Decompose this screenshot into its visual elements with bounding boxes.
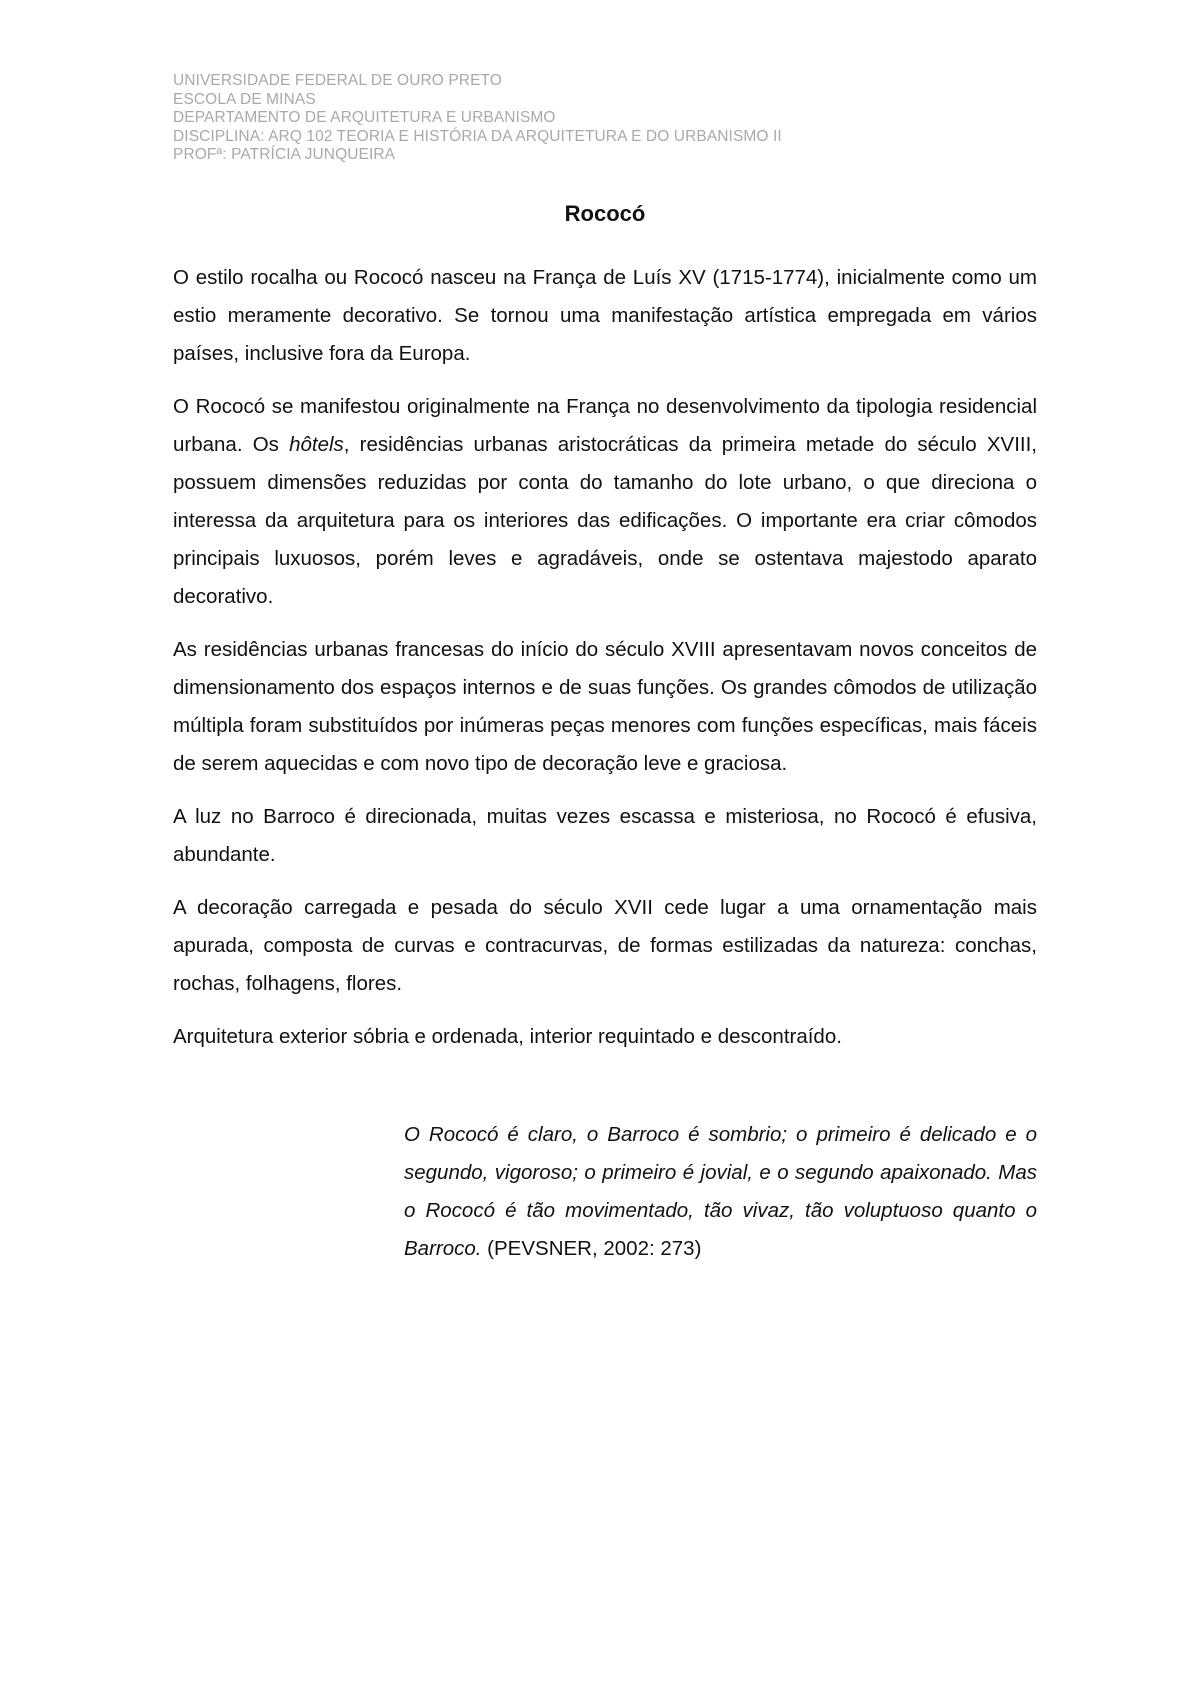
header-professor: PROFª: PATRÍCIA JUNQUEIRA bbox=[173, 146, 396, 164]
paragraph-light: A luz no Barroco é direcionada, muitas vezes escassa e misteriosa, no Rococó é efusiva, abundante. bbox=[173, 804, 1037, 866]
quote-text: O Rococó é claro, o Barroco é sombrio; o primeiro é delicado e o segundo, vigoroso; o primeiro é jovial, e o segundo apaixonado. Mas o Rococó é tão movimentado, tão vivaz, tão voluptuoso quanto o Barroco. bbox=[404, 1122, 1037, 1260]
paragraph-residences: As residências urbanas francesas do início do século XVIII apresentavam novos conceitos de dimensionamento dos espaços internos e de suas funções. Os grandes cômodos de utilização múltipla foram substituídos por inúmeras peças menores com funções específicas, mais fáceis de serem aquecidas e com novo tipo de decoração leve e graciosa. bbox=[173, 637, 1037, 775]
body-text bbox=[173, 259, 1037, 1056]
paragraph-architecture: Arquitetura exterior sóbria e ordenada, interior requintado e descontraído. bbox=[173, 1024, 842, 1048]
paragraph-hotels bbox=[173, 388, 1037, 616]
paragraph-hotels-start: O Rococó se manifestou originalmente na França no desenvolvimento da tipologia residencial urbana. Os bbox=[173, 394, 1037, 456]
paragraph-origin: O estilo rocalha ou Rococó nasceu na França de Luís XV (1715-1774), inicialmente como um estio meramente decorativo. Se tornou uma manifestação artística empregada em vários países, inclusive fora da Europa. bbox=[173, 265, 1037, 365]
header-school: ESCOLA DE MINAS bbox=[173, 90, 316, 108]
paragraph-hotels-end: , residências urbanas aristocráticas da primeira metade do século XVIII, possuem dimensões reduzidas por conta do tamanho do lote urbano, o que direciona o interessa da arquitetura para os interiores das edificações. O importante era criar cômodos principais luxuosos, porém leves e agradáveis, onde se ostentava majestodo aparato decorativo. bbox=[173, 432, 1037, 608]
header-course: DISCIPLINA: ARQ 102 TEORIA E HISTÓRIA DA ARQUITETURA E DO URBANISMO II bbox=[173, 127, 782, 145]
block-quote bbox=[404, 1116, 1037, 1268]
paragraph-hotels-italic: hôtels bbox=[289, 432, 344, 456]
header-department: DEPARTAMENTO DE ARQUITETURA E URBANISMO bbox=[173, 109, 556, 127]
header-university: UNIVERSIDADE FEDERAL DE OURO PRETO bbox=[173, 72, 502, 89]
document-title: Rococó bbox=[564, 200, 646, 226]
paragraph-decoration: A decoração carregada e pesada do século XVII cede lugar a uma ornamentação mais apurada, composta de curvas e contracurvas, de formas estilizadas da natureza: conchas, rochas, folhagens, flores. bbox=[173, 895, 1037, 995]
quote-citation: (PEVSNER, 2002: 273) bbox=[481, 1236, 702, 1260]
institution-header bbox=[173, 72, 1037, 165]
